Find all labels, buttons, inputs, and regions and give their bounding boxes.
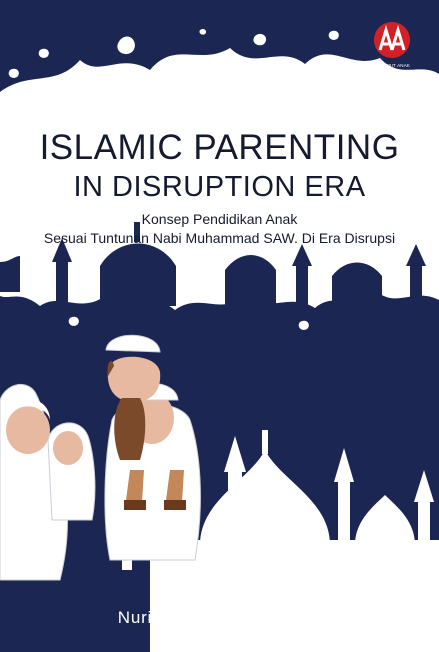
title-line-2: IN DISRUPTION ERA [73, 171, 366, 203]
subtitle-line-2: Sesuai Tuntunan Nabi Muhammad SAW. Di Era Disrupsi [43, 230, 396, 246]
publisher-name: PENERBIT ANAK [371, 63, 411, 68]
subtitle-line-1: Konsep Pendidikan Anak [141, 211, 298, 227]
author-name: Nuri Firdausiatul Jannah [117, 608, 322, 627]
publisher-logo-icon [366, 20, 418, 64]
title-line-1: ISLAMIC PARENTING [39, 128, 400, 167]
